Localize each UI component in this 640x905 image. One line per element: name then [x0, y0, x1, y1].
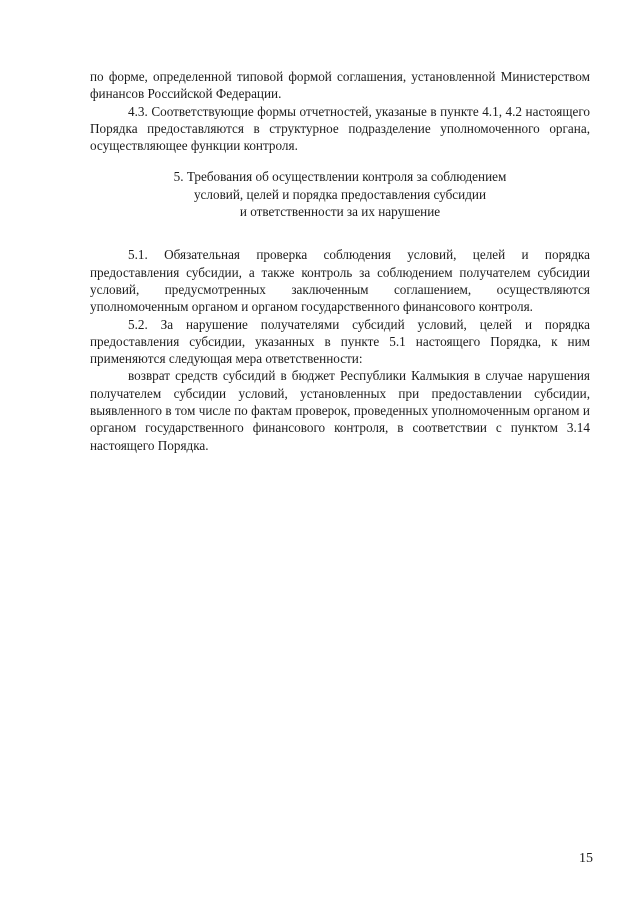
- paragraph-refund-measure: возврат средств субсидий в бюджет Республики Калмыкия в случае нарушения получателем субсидии условий, установленных при предоставлении субсидии, выявленного в том числе по фактам проверок, проведенных уполномоченным органом и органом государственного финансового контроля, в соответствии с пунктом 3.14 настоящего Порядка.: [90, 368, 590, 453]
- section-heading-line-3: и ответственности за их нарушение: [239, 204, 441, 220]
- spacer: [90, 236, 590, 246]
- section-5-heading: [90, 168, 590, 220]
- paragraph-continuation: по форме, определенной типовой формой соглашения, установленной Министерством финансов Российской Федерации.: [90, 69, 590, 102]
- page-number: 15: [579, 851, 593, 866]
- section-heading-line-2: условий, целей и порядка предоставления субсидии: [193, 186, 487, 202]
- paragraph-5-1: 5.1. Обязательная проверка соблюдения условий, целей и порядка предоставления субсидии, а также контроль за соблюдением получателем субсидии условий, предусмотренных заключенным соглашением, осуществляются уполномоченным органом и органом государственного финансового контроля.: [90, 247, 590, 315]
- paragraph-4-3: 4.3. Соответствующие формы отчетностей, указаные в пункте 4.1, 4.2 настоящего Порядка предоставляются в структурное подразделение уполномоченного органа, осуществляющее функции контроля.: [90, 103, 590, 154]
- paragraph-5-2: 5.2. За нарушение получателями субсидий условий, целей и порядка предоставления субсидии, указанных в пункте 5.1 настоящего Порядка, к ним применяются следующая мера ответственности:: [90, 316, 590, 367]
- section-heading-line-1: 5. Требования об осуществлении контроля за соблюдением: [173, 169, 507, 185]
- document-body: [90, 68, 590, 454]
